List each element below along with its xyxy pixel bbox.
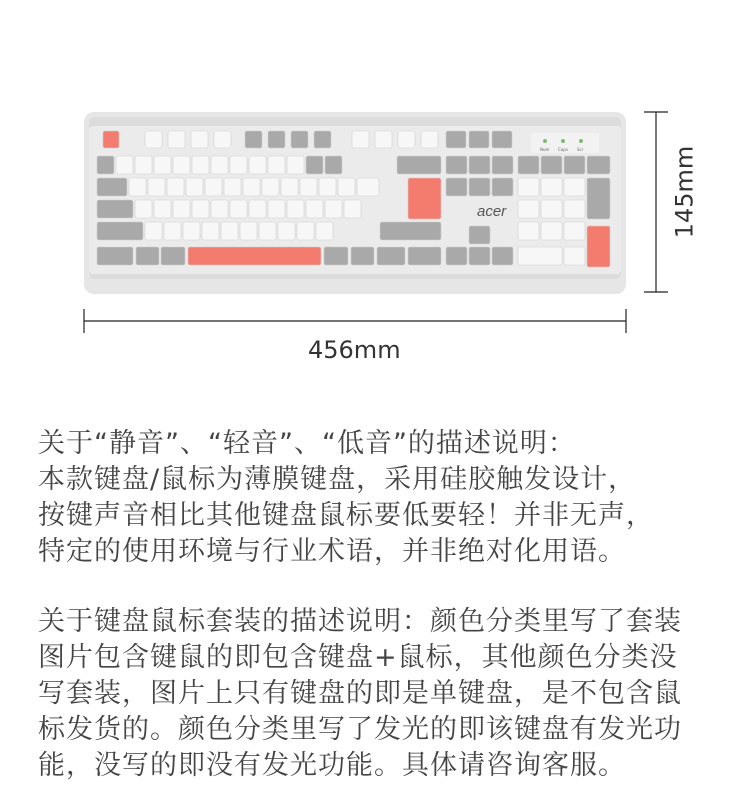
key (168, 131, 185, 148)
key (249, 156, 266, 174)
key (344, 200, 361, 218)
key (338, 178, 355, 196)
key (205, 178, 222, 196)
paragraph1-line: 本款键盘/鼠标为薄膜键盘，采用硅胶触发设计， (38, 464, 637, 495)
key (300, 178, 317, 196)
key (564, 222, 585, 240)
key (221, 222, 238, 240)
key (161, 247, 185, 265)
key (154, 156, 171, 174)
key (541, 200, 562, 218)
key (211, 200, 228, 218)
paragraph1-line: 关于“静音”、“轻音”、“低音”的描述说明： (38, 428, 576, 459)
description-paragraph-2 (38, 604, 738, 784)
key (167, 178, 184, 196)
key (192, 200, 209, 218)
key (268, 131, 285, 148)
key (243, 178, 260, 196)
svg-text:Scr: Scr (577, 147, 584, 152)
key (97, 178, 127, 196)
key (469, 226, 490, 244)
key (518, 178, 539, 196)
key (325, 156, 342, 174)
height-label: 145mm (670, 145, 699, 239)
key (446, 131, 466, 148)
key (408, 247, 441, 265)
key (103, 131, 119, 148)
key (541, 156, 562, 174)
paragraph2-line: 能，没写的即没有发光功能。具体请咨询客服。 (38, 750, 626, 781)
key (319, 178, 336, 196)
key (469, 131, 489, 148)
key (469, 156, 490, 174)
key (518, 156, 539, 174)
key (352, 131, 369, 148)
paragraph1-line: 特定的使用环境与行业术语，并非绝对化用语。 (38, 536, 626, 567)
width-dimension-line (84, 309, 626, 333)
key (357, 178, 379, 196)
key (492, 178, 513, 196)
key (136, 247, 159, 265)
key (518, 247, 562, 265)
key (262, 178, 279, 196)
key (259, 222, 276, 240)
key (268, 200, 285, 218)
key (148, 178, 165, 196)
key (492, 131, 512, 148)
key (97, 247, 133, 265)
key (306, 156, 323, 174)
svg-text:Num: Num (540, 147, 550, 152)
key (306, 200, 323, 218)
paragraph2-line: 写套装，图片上只有键盘的即是单键盘，是不包含鼠 (38, 678, 682, 709)
height-dimension-line (644, 112, 668, 292)
key (564, 247, 585, 265)
key (380, 222, 441, 240)
key (214, 131, 231, 148)
key (183, 222, 200, 240)
key (249, 200, 266, 218)
key (287, 156, 304, 174)
key (173, 156, 190, 174)
key (97, 200, 133, 218)
key (446, 247, 467, 265)
key (145, 131, 162, 148)
key (397, 156, 441, 174)
key (297, 222, 314, 240)
key (446, 178, 467, 196)
key (316, 222, 333, 240)
key (541, 178, 562, 196)
key (469, 247, 490, 265)
key (154, 200, 171, 218)
key (492, 247, 513, 265)
paragraph2-line: 标发货的。颜色分类里写了发光的即该键盘有发光功 (38, 714, 682, 745)
key (408, 178, 441, 219)
key (541, 222, 562, 240)
key (291, 131, 308, 148)
key (398, 131, 415, 148)
key (587, 156, 610, 174)
key (287, 200, 304, 218)
key (518, 200, 539, 218)
key (135, 200, 152, 218)
key (188, 247, 321, 265)
brand-logo: acer (477, 203, 507, 220)
key (164, 222, 181, 240)
key (564, 200, 585, 218)
key (116, 156, 133, 174)
key (421, 131, 438, 148)
key (446, 156, 467, 174)
key (186, 178, 203, 196)
key (192, 156, 209, 174)
paragraph2-line: 图片包含键鼠的即包含键盘+鼠标，其他颜色分类没 (38, 642, 678, 673)
key (97, 222, 143, 240)
key (469, 178, 490, 196)
key (375, 131, 392, 148)
key (314, 131, 331, 148)
key (518, 222, 539, 240)
key (587, 226, 610, 267)
key (377, 247, 405, 265)
key (351, 247, 374, 265)
key (230, 200, 247, 218)
key (211, 156, 228, 174)
key (564, 178, 585, 196)
width-label: 456mm (308, 336, 401, 364)
key (230, 156, 247, 174)
paragraph1-line: 按键声音相比其他键盘鼠标要低要轻！并非无声， (38, 500, 654, 531)
key (129, 178, 146, 196)
key (191, 131, 208, 148)
key (135, 156, 152, 174)
height-label-wrap (666, 140, 706, 250)
key (492, 156, 513, 174)
key (325, 200, 342, 218)
svg-text:Caps: Caps (558, 147, 568, 152)
paragraph2-line: 关于键盘鼠标套装的描述说明：颜色分类里写了套装 (38, 606, 682, 637)
key (145, 222, 162, 240)
key (224, 178, 241, 196)
key (281, 178, 298, 196)
key (324, 247, 348, 265)
key (268, 156, 285, 174)
indicator-panel (531, 133, 599, 153)
key (202, 222, 219, 240)
key (97, 156, 114, 174)
key (587, 178, 610, 219)
key (564, 156, 585, 174)
key (278, 222, 295, 240)
key (240, 222, 257, 240)
description-paragraph-1 (38, 426, 738, 570)
key (173, 200, 190, 218)
key (245, 131, 262, 148)
